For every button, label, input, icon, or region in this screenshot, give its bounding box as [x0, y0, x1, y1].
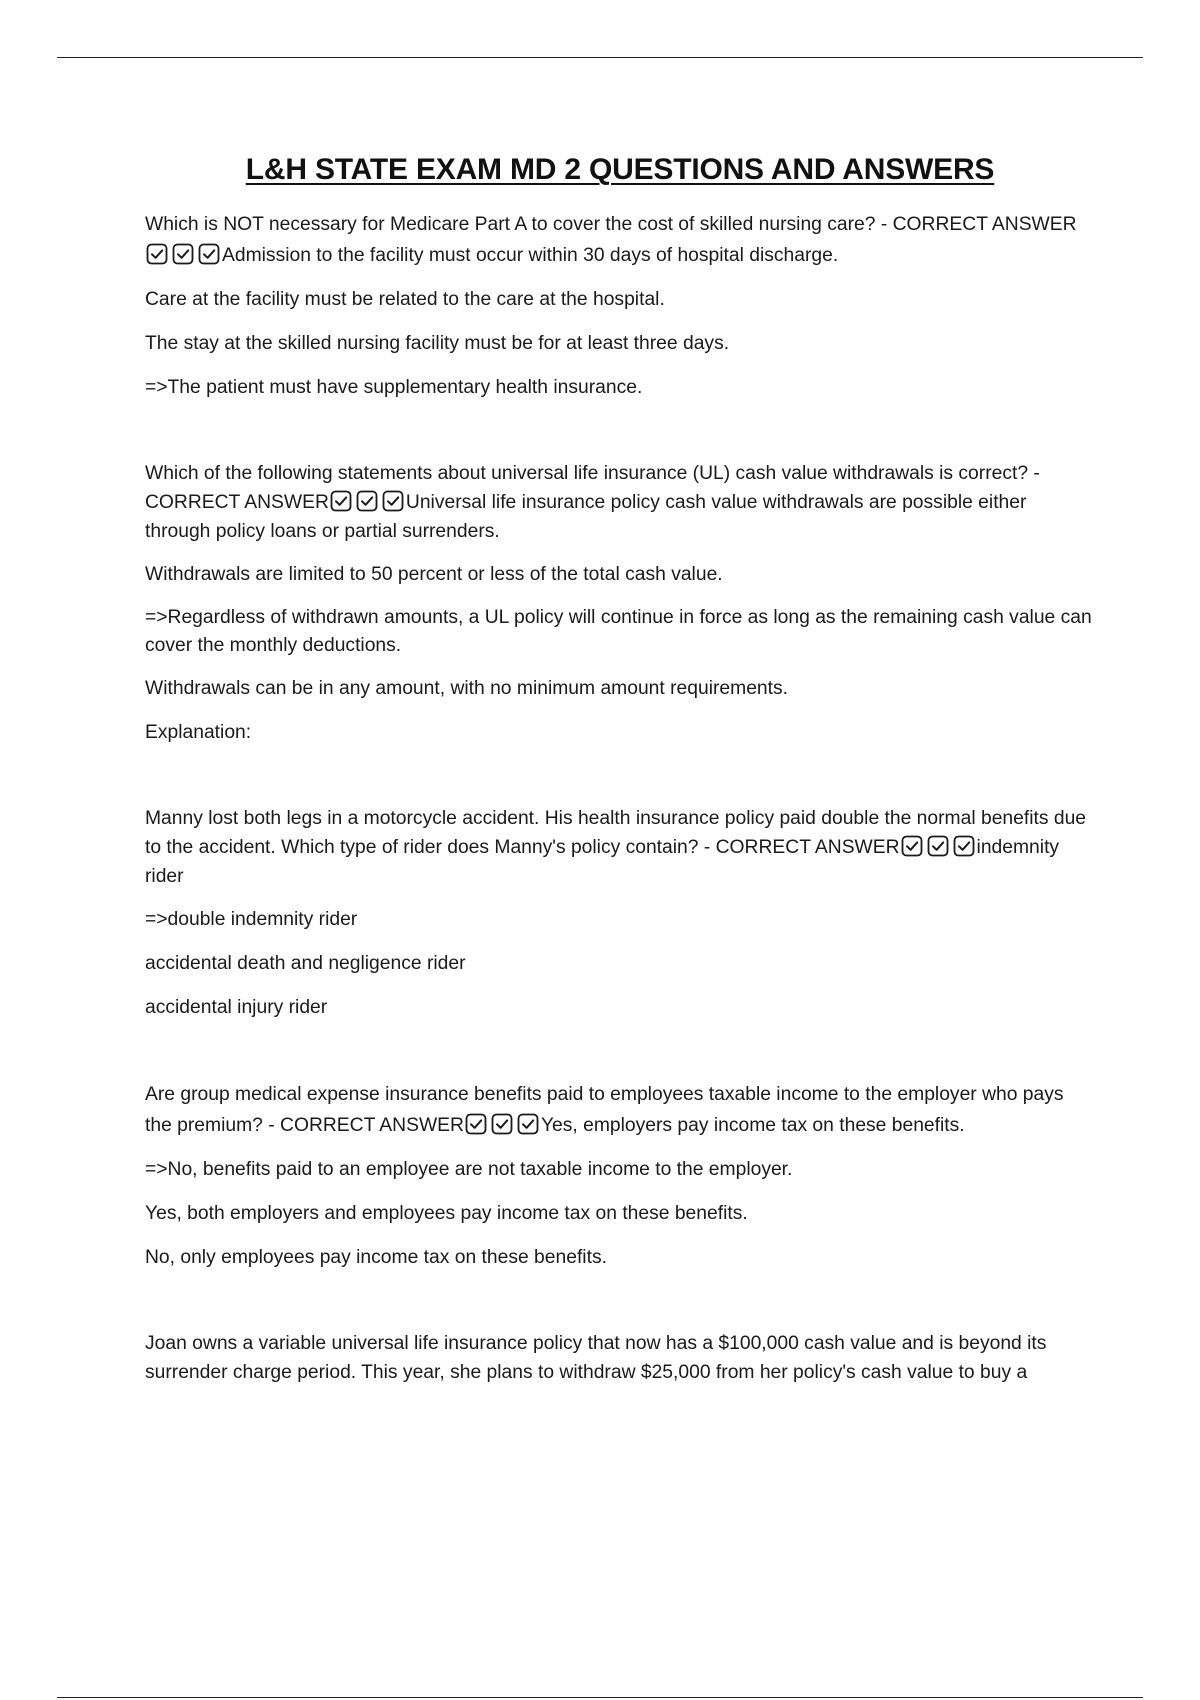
checkbox-checked-icon: [146, 243, 168, 265]
answer-option: =>Regardless of withdrawn amounts, a UL policy will continue in force as long as the remaining cash value can cover the monthly deductions.: [145, 607, 1092, 656]
explanation-label: Explanation:: [145, 722, 252, 743]
correct-answer-marker: - CORRECT ANSWER: [703, 837, 900, 858]
answer-option: Withdrawals can be in any amount, with no minimum amount requirements.: [145, 678, 788, 699]
answer-option: =>The patient must have supplementary health insurance.: [145, 377, 643, 398]
checkbox-checked-icon: [172, 243, 194, 265]
document-body: [145, 150, 1095, 1401]
check-marks: [330, 490, 404, 512]
answer-text: Yes, employers pay income tax on these benefits.: [540, 1115, 965, 1136]
answer-option: Care at the facility must be related to the care at the hospital.: [145, 289, 665, 310]
answer-option: The stay at the skilled nursing facility must be for at least three days.: [145, 333, 730, 354]
checkbox-checked-icon: [382, 490, 404, 512]
answer-option: accidental death and negligence rider: [145, 953, 466, 974]
correct-answer-marker: - CORRECT ANSWER: [268, 1115, 464, 1136]
qa-block: [145, 209, 1095, 403]
correct-answer-marker: - CORRECT ANSWER: [880, 214, 1077, 235]
answer-option: Yes, both employers and employees pay income tax on these benefits.: [145, 1203, 748, 1224]
document-title: L&H STATE EXAM MD 2 QUESTIONS AND ANSWERS: [245, 153, 995, 186]
answer-option: =>No, benefits paid to an employee are not taxable income to the employer.: [145, 1159, 793, 1180]
question-stem: Which is NOT necessary for Medicare Part A to cover the cost of skilled nursing care?: [145, 214, 876, 235]
checkbox-checked-icon: [901, 835, 923, 857]
question-text: [145, 1079, 1095, 1141]
check-marks: [465, 1113, 539, 1135]
answer-option: No, only employees pay income tax on these benefits.: [145, 1247, 607, 1268]
answer-option: Withdrawals are limited to 50 percent or less of the total cash value.: [145, 564, 723, 585]
answer-text: Admission to the facility must occur within 30 days of hospital discharge.: [222, 245, 839, 266]
checkbox-checked-icon: [953, 835, 975, 857]
checkbox-checked-icon: [465, 1113, 487, 1135]
checkbox-checked-icon: [330, 490, 352, 512]
checkbox-checked-icon: [517, 1113, 539, 1135]
checkbox-checked-icon: [356, 490, 378, 512]
checkbox-checked-icon: [491, 1113, 513, 1135]
question-stem: Manny lost both legs in a motorcycle accident. His health insurance policy paid double the normal benefits due to the accident. Which type of rider does Manny's policy contain?: [145, 808, 1087, 858]
qa-block: [145, 459, 1095, 748]
qa-block: [145, 1079, 1095, 1273]
checkbox-checked-icon: [927, 835, 949, 857]
answer-option: accidental injury rider: [145, 997, 328, 1018]
question-stem: Which of the following statements about universal life insurance (UL) cash value withdrawals is correct?: [145, 463, 1029, 484]
checkbox-checked-icon: [198, 243, 220, 265]
top-rule: [57, 57, 1143, 58]
answer-text: indemnity rider: [145, 837, 1060, 887]
question-stem: Are group medical expense insurance benefits paid to employees taxable income to the employer who pays the premium?: [145, 1084, 1064, 1136]
correct-answer-marker: - CORRECT ANSWER: [145, 463, 1040, 513]
answer-option: =>double indemnity rider: [145, 909, 358, 930]
question-text: Joan owns a variable universal life insurance policy that now has a $100,000 cash value and is beyond its surrender charge period. This year, she plans to withdraw $25,000 from her policy's cash value to buy a: [145, 1333, 1047, 1383]
qa-block: [145, 1329, 1095, 1387]
bottom-rule: [57, 1697, 1143, 1698]
check-marks: [901, 835, 975, 857]
question-text: [145, 209, 1095, 271]
check-marks: [146, 243, 220, 265]
qa-block: [145, 804, 1095, 1023]
question-text: [145, 804, 1095, 891]
answer-text: Universal life insurance policy cash value withdrawals are possible either through policy loans or partial surrenders.: [145, 492, 1027, 542]
question-text: [145, 459, 1095, 546]
